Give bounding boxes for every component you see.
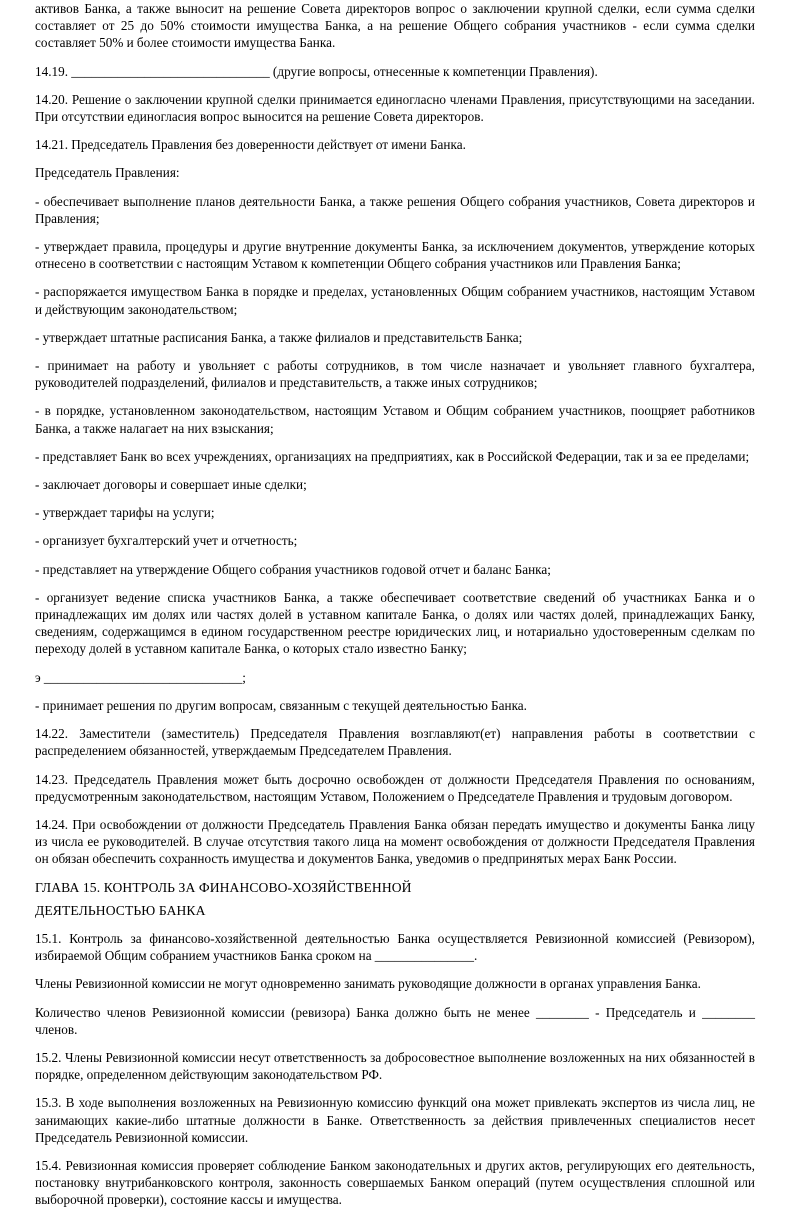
bullet-accounting: - организует бухгалтерский учет и отчетность; bbox=[35, 533, 298, 549]
para-15-3: 15.3. В ходе выполнения возложенных на Ревизионную комиссию функций она может привлекать экспертов из числа лиц, не занимающих какие-либо штатные должности в Банке. Ответственность за действия привлеченных специалистов несет Председатель Ревизионной комиссии. bbox=[35, 1095, 755, 1145]
para-14-22: 14.22. Заместители (заместитель) Председателя Правления возглавляют(ет) направления работы в соответствии с распределением обязанностей, утверждаемым Председателем Правления. bbox=[35, 726, 755, 759]
bullet-incentives: - в порядке, установленном законодательством, настоящим Уставом и Общим собранием участников, поощряет работников Банка, а также налагает на них взыскания; bbox=[35, 403, 755, 436]
bullet-tariffs: - утверждает тарифы на услуги; bbox=[35, 505, 215, 521]
bullet-property: - распоряжается имуществом Банка в порядке и пределах, установленных Общим собранием участников, настоящим Уставом и действующим законодательством; bbox=[35, 284, 755, 317]
para-14-19: 14.19. ______________________________ (другие вопросы, отнесенные к компетенции Правления). bbox=[35, 63, 598, 79]
para-14-20: 14.20. Решение о заключении крупной сделки принимается единогласно членами Правления, присутствующими на заседании. При отсутствии единогласия вопрос выносится на решение Совета директоров. bbox=[35, 91, 755, 125]
para-chairman-intro: Председатель Правления: bbox=[35, 165, 180, 181]
para-members-count: Количество членов Ревизионной комиссии (ревизора) Банка должно быть не менее ________ - Председатель и ________ членов. bbox=[35, 1004, 755, 1037]
bullet-participants-list: - организует ведение списка участников Банка, а также обеспечивает соответствие сведений об участниках Банка и о принадлежащих им долях или частях долей в уставном капитале Банка, о долях или частях долей, принадлежащих Банку, сведениям, содержащимся в едином государственном реестре юридических лиц, и нотариально удостоверенным сделкам по переходу долей в уставном капитале Банка, о которых стало известно Банку; bbox=[35, 589, 755, 657]
para-14-18-continuation: активов Банка, а также выносит на решение Совета директоров вопрос о заключении крупной сделки, если сумма сделки составляет от 25 до 50% стоимости имущества Банка, а на решение Общего собрания участников - если сумма сделки составляет 50% и более стоимости имущества Банка. bbox=[35, 1, 755, 51]
bullet-other-decisions: - принимает решения по другим вопросам, связанным с текущей деятельностью Банка. bbox=[35, 697, 527, 713]
para-14-21: 14.21. Председатель Правления без доверенности действует от имени Банка. bbox=[35, 137, 466, 153]
bullet-contracts: - заключает договоры и совершает иные сделки; bbox=[35, 477, 307, 493]
heading-chapter-15-line1: ГЛАВА 15. КОНТРОЛЬ ЗА ФИНАНСОВО-ХОЗЯЙСТВЕННОЙ bbox=[35, 879, 412, 895]
bullet-staffing: - утверждает штатные расписания Банка, а также филиалов и представительств Банка; bbox=[35, 329, 523, 345]
bullet-annual-report: - представляет на утверждение Общего собрания участников годовой отчет и баланс Банка; bbox=[35, 561, 551, 577]
bullet-blank-line: э ______________________________; bbox=[35, 669, 246, 685]
para-14-24: 14.24. При освобождении от должности Председатель Правления Банка обязан передать имущество и документы Банка лицу из числа ее руководителей. В случае отсутствия такого лица на момент освобождения от должности Председателя Правления он обязан обеспечить сохранность имущества и документов Банка, уведомив о предпринятых мерах Банк России. bbox=[35, 816, 755, 867]
para-members-restriction: Члены Ревизионной комиссии не могут одновременно занимать руководящие должности в органах управления Банка. bbox=[35, 976, 701, 992]
bullet-rules: - утверждает правила, процедуры и другие внутренние документы Банка, за исключением документов, утверждение которых отнесено в соответствии с настоящим Уставом к компетенции Общего собрания участников или Правления Банка; bbox=[35, 239, 755, 272]
heading-chapter-15-line2: ДЕЯТЕЛЬНОСТЬЮ БАНКА bbox=[35, 902, 206, 918]
para-15-2: 15.2. Члены Ревизионной комиссии несут ответственность за добросовестное выполнение возложенных на них обязанностей в порядке, определенном действующим законодательством РФ. bbox=[35, 1049, 755, 1083]
bullet-plans: - обеспечивает выполнение планов деятельности Банка, а также решения Общего собрания участников, Совета директоров и Правления; bbox=[35, 193, 755, 226]
bullet-hiring: - принимает на работу и увольняет с работы сотрудников, в том числе назначает и увольняет главного бухгалтера, руководителей подразделений, филиалов и представительств, а также иных сотрудников; bbox=[35, 358, 755, 391]
document-body bbox=[35, 0, 755, 1209]
para-15-1: 15.1. Контроль за финансово-хозяйственной деятельностью Банка осуществляется Ревизионной комиссией (Ревизором), избираемой Общим собранием участников Банка сроком на _______________. bbox=[35, 930, 755, 964]
bullet-representation: - представляет Банк во всех учреждениях, организациях на предприятиях, как в Российской Федерации, так и за ее пределами; bbox=[35, 448, 750, 464]
para-14-23: 14.23. Председатель Правления может быть досрочно освобожден от должности Председателя Правления по основаниям, предусмотренным законодательством, настоящим Уставом, Положением о Председателе Правления и трудовым договором. bbox=[35, 771, 755, 804]
para-15-4: 15.4. Ревизионная комиссия проверяет соблюдение Банком законодательных и других актов, регулирующих его деятельность, постановку внутрибанковского контроля, законность совершаемых Банком операций (путем осуществления сплошной или выборочной проверки), состояние кассы и имущества. bbox=[35, 1157, 755, 1208]
